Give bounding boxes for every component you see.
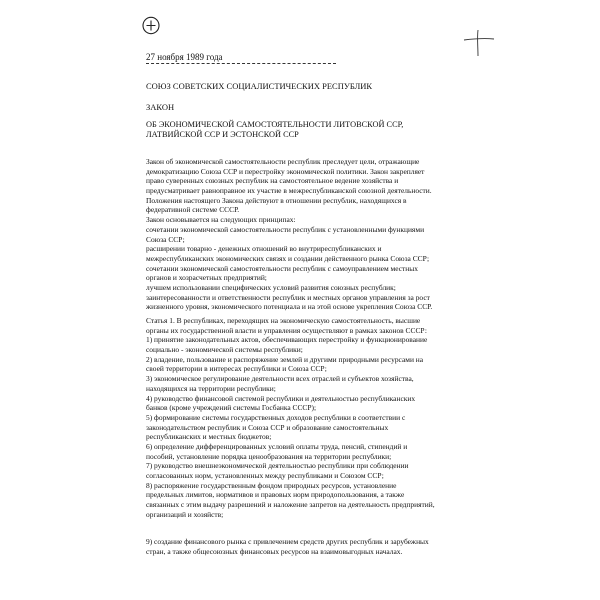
text-line: согласованных норм, установленных между республиками и Союзом ССР;: [146, 471, 384, 480]
text-line: сочетании экономической самостоятельности республик с установленными функциями: [146, 224, 425, 234]
text-line: 7) руководство внешнеэкономической деятельностью республики при соблюдении: [146, 461, 409, 471]
document-date: 27 ноября 1989 года: [146, 52, 223, 62]
title-line: ЛАТВИЙСКОЙ ССР И ЭСТОНСКОЙ ССР: [146, 129, 299, 139]
text-line: расширении товарно - денежных отношений во внутриреспубликанских и: [146, 244, 382, 254]
preamble-paragraph: [146, 157, 541, 312]
article-1: [146, 316, 541, 519]
text-line: 5) формирование системы государственных доходов республики в соответствии с: [146, 412, 406, 422]
text-line: организаций и хозяйств;: [146, 509, 224, 519]
text-line: сочетании экономической самостоятельности республик с самоуправлением местных: [146, 263, 418, 273]
text-line: лучшем использовании специфических условий развития союзных республик;: [146, 282, 396, 292]
text-line: Положения настоящего Закона действуют в отношении республик, находящихся в: [146, 195, 407, 205]
article-1-item-9: [146, 537, 541, 556]
doc-type-heading: ЗАКОН: [146, 102, 175, 112]
text-line: законодательством республик и Союза ССР и образование самостоятельных: [146, 422, 389, 432]
text-line: предельных лимитов, нормативов и правовых норм природопользования, а также: [146, 490, 405, 500]
text-line: Закон основывается на следующих принципах:: [146, 215, 296, 225]
text-line: 4) руководство финансовой системой республики и деятельностью республиканских: [146, 393, 416, 403]
text-line: связанных с этим выдачу разрешений и наложение запретов на деятельность предприятий,: [146, 500, 435, 510]
text-line: жизненного уровня, экономического потенциала и на этой основе укрепления Союза ССР.: [146, 302, 433, 312]
text-line: предусматривает равноправное их участие в межреспубликанской союзной деятельности.: [146, 186, 432, 196]
text-line: межреспубликанских экономических связях и создании действенного рынка Союза ССР;: [146, 253, 430, 263]
state-heading: СОЮЗ СОВЕТСКИХ СОЦИАЛИСТИЧЕСКИХ РЕСПУБЛИК: [146, 81, 373, 91]
text-line: Закон об экономической самостоятельности республик преследует цели, отражающие: [146, 157, 420, 166]
text-line: социально - экономической системы республики;: [146, 345, 303, 355]
text-line: 2) владение, пользование и распоряжение землей и другими природными ресурсами на: [146, 354, 424, 364]
title-line: ОБ ЭКОНОМИЧЕСКОЙ САМОСТОЯТЕЛЬНОСТИ ЛИТОВСКОЙ ССР,: [146, 120, 404, 129]
law-title: [146, 120, 541, 139]
text-line: органы их государственной власти и управления осуществляют в рамках законов СССР:: [146, 325, 427, 335]
text-line: федеративной системе СССР.: [146, 205, 240, 215]
text-line: стран, а также общесоюзных финансовых ресурсов на взаимовыгодных началах.: [146, 546, 403, 556]
text-line: 6) определение дифференцированных условий оплаты труда, пенсий, стипендий и: [146, 441, 408, 451]
handwritten-circled-plus: [141, 15, 161, 35]
separator-line: [146, 63, 336, 64]
text-line: 1) принятие законодательных актов, обеспечивающих перестройку и функционирование: [146, 335, 428, 345]
text-line: право суверенных союзных республик на самостоятельное ведение хозяйства и: [146, 176, 399, 186]
text-line: своей территории в интересах республики и Союза ССР;: [146, 364, 327, 374]
text-line: органов и хозрасчетных предприятий;: [146, 273, 267, 283]
text-line: 8) распоряжение государственным фондом природных ресурсов, установление: [146, 480, 397, 490]
text-line: Статья 1. В республиках, переходящих на экономическую самостоятельность, высшие: [146, 316, 421, 325]
text-line: 3) экономическое регулирование деятельности всех отраслей и субъектов хозяйства,: [146, 374, 414, 384]
text-line: пособий, установление порядка ценообразования на территории республики;: [146, 451, 392, 461]
text-line: заинтересованности и ответственности республик и местных органов управления за рост: [146, 292, 430, 302]
handwritten-plus-mark: [460, 28, 496, 58]
text-line: 9) создание финансового рынка с привлечением средств других республик и зарубежных: [146, 537, 429, 546]
text-line: Союза ССР;: [146, 234, 185, 244]
text-line: демократизацию Союза ССР и перестройку экономической политики. Закон закрепляет: [146, 166, 425, 176]
text-line: банков (кроме учреждений системы Госбанка СССР);: [146, 403, 317, 413]
text-line: находящихся на территории республики;: [146, 383, 276, 393]
text-line: республиканских и местных бюджетов;: [146, 432, 272, 442]
